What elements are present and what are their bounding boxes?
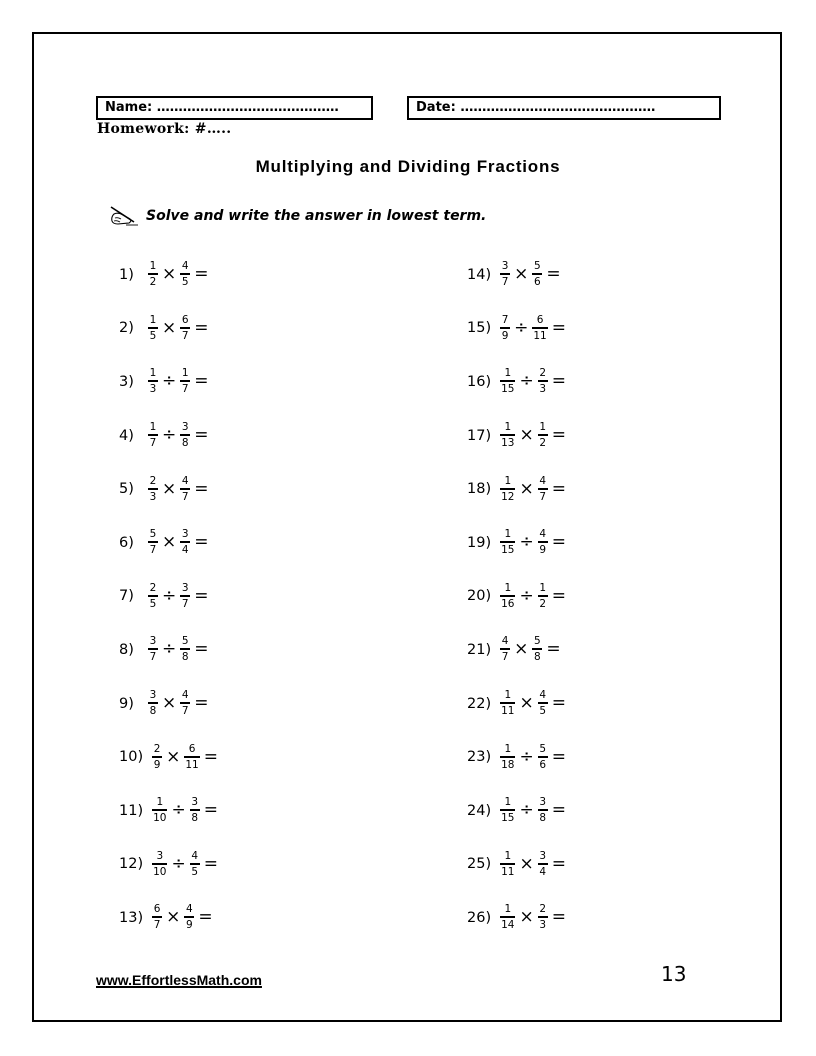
fraction-a <box>500 690 515 717</box>
denominator: 7 <box>180 327 190 342</box>
numerator: 1 <box>504 421 512 434</box>
homework-label: Homework: #….. <box>97 121 232 137</box>
fraction-b <box>532 636 542 663</box>
fraction-b <box>184 904 194 931</box>
numerator: 3 <box>181 421 189 434</box>
problem-number: 11) <box>119 802 144 819</box>
denominator: 5 <box>148 595 158 610</box>
denominator: 12 <box>500 488 515 503</box>
problem-number: 3) <box>119 373 134 390</box>
operator-icon: × <box>519 907 534 928</box>
problem-number: 1) <box>119 266 134 283</box>
equals-sign: = <box>551 746 566 767</box>
equals-sign: = <box>194 693 209 714</box>
operator-icon: ÷ <box>162 425 177 446</box>
fraction-b <box>538 368 548 395</box>
operator-icon: ÷ <box>519 371 534 392</box>
equals-sign: = <box>546 639 561 660</box>
problem-item <box>119 570 218 624</box>
problem-item <box>119 409 218 463</box>
fraction-a <box>500 583 515 610</box>
denominator: 8 <box>532 648 542 663</box>
equals-sign: = <box>194 317 209 338</box>
name-field[interactable] <box>96 96 373 120</box>
equals-sign: = <box>194 585 209 606</box>
fraction-a <box>500 261 510 288</box>
operator-icon: ÷ <box>171 853 186 874</box>
denominator: 8 <box>538 809 548 824</box>
fraction-a <box>500 744 515 771</box>
problem-number: 25) <box>467 856 492 873</box>
website-link[interactable]: www.EffortlessMath.com <box>96 972 262 988</box>
fraction-b <box>538 690 548 717</box>
fraction-b <box>180 368 190 395</box>
numerator: 1 <box>156 796 164 809</box>
operator-icon: × <box>166 746 181 767</box>
numerator: 1 <box>149 260 157 273</box>
numerator: 2 <box>149 474 157 487</box>
problem-number: 6) <box>119 534 134 551</box>
equals-sign: = <box>203 800 218 821</box>
numerator: 5 <box>149 528 157 541</box>
equals-sign: = <box>551 800 566 821</box>
operator-icon: × <box>514 639 529 660</box>
fraction-b <box>538 529 548 556</box>
denominator: 15 <box>500 380 515 395</box>
denominator: 4 <box>538 863 548 878</box>
numerator: 1 <box>504 742 512 755</box>
page-number: 13 <box>661 962 687 986</box>
numerator: 3 <box>501 260 509 273</box>
problem-item <box>119 784 218 838</box>
name-label: Name: …………………………………… <box>105 100 339 115</box>
numerator: 3 <box>191 796 199 809</box>
fraction-a <box>500 636 510 663</box>
numerator: 6 <box>153 903 161 916</box>
problem-item <box>467 462 566 516</box>
problems-left-column <box>119 248 218 945</box>
problem-number: 20) <box>467 588 492 605</box>
operator-icon: ÷ <box>514 317 529 338</box>
problem-number: 22) <box>467 695 492 712</box>
problem-item <box>467 838 566 892</box>
fraction-a <box>148 636 158 663</box>
denominator: 7 <box>538 488 548 503</box>
denominator: 15 <box>500 809 515 824</box>
denominator: 2 <box>148 273 158 288</box>
denominator: 11 <box>184 756 199 771</box>
denominator: 7 <box>148 541 158 556</box>
denominator: 11 <box>500 863 515 878</box>
numerator: 4 <box>501 635 509 648</box>
problem-number: 24) <box>467 802 492 819</box>
denominator: 7 <box>148 434 158 449</box>
problem-item <box>467 248 566 302</box>
equals-sign: = <box>551 317 566 338</box>
problem-item <box>467 677 566 731</box>
numerator: 6 <box>188 742 196 755</box>
problem-number: 26) <box>467 909 492 926</box>
operator-icon: × <box>162 478 177 499</box>
fraction-a <box>500 422 515 449</box>
problem-number: 23) <box>467 749 492 766</box>
numerator: 1 <box>539 421 547 434</box>
numerator: 2 <box>539 903 547 916</box>
fraction-b <box>538 476 548 503</box>
operator-icon: × <box>514 264 529 285</box>
denominator: 11 <box>500 702 515 717</box>
numerator: 3 <box>149 635 157 648</box>
fraction-a <box>500 904 515 931</box>
numerator: 2 <box>149 581 157 594</box>
denominator: 4 <box>180 541 190 556</box>
fraction-b <box>538 797 548 824</box>
denominator: 9 <box>538 541 548 556</box>
equals-sign: = <box>194 425 209 446</box>
numerator: 1 <box>149 367 157 380</box>
fraction-a <box>500 529 515 556</box>
fraction-a <box>148 422 158 449</box>
fraction-b <box>538 904 548 931</box>
denominator: 7 <box>500 273 510 288</box>
fraction-b <box>190 851 200 878</box>
equals-sign: = <box>194 264 209 285</box>
problem-item <box>119 730 218 784</box>
problems-right-column <box>467 248 566 945</box>
problem-number: 7) <box>119 588 134 605</box>
numerator: 6 <box>181 313 189 326</box>
problem-item <box>467 730 566 784</box>
operator-icon: × <box>519 853 534 874</box>
problem-item <box>467 355 566 409</box>
fraction-a <box>500 797 515 824</box>
problem-number: 17) <box>467 427 492 444</box>
fraction-a <box>148 690 158 717</box>
denominator: 7 <box>180 380 190 395</box>
fraction-b <box>180 636 190 663</box>
numerator: 4 <box>539 528 547 541</box>
fraction-a <box>148 476 158 503</box>
instruction-text: Solve and write the answer in lowest term. <box>146 208 487 224</box>
denominator: 8 <box>180 434 190 449</box>
fraction-a <box>152 797 167 824</box>
operator-icon: × <box>519 478 534 499</box>
equals-sign: = <box>551 425 566 446</box>
problem-item <box>467 784 566 838</box>
denominator: 7 <box>180 595 190 610</box>
problem-item <box>119 355 218 409</box>
worksheet-title: Multiplying and Dividing Fractions <box>255 157 561 176</box>
equals-sign: = <box>551 478 566 499</box>
denominator: 8 <box>148 702 158 717</box>
operator-icon: ÷ <box>519 800 534 821</box>
operator-icon: × <box>162 532 177 553</box>
operator-icon: × <box>519 425 534 446</box>
fraction-a <box>500 315 510 342</box>
numerator: 1 <box>504 903 512 916</box>
fraction-a <box>500 476 515 503</box>
problem-item <box>119 248 218 302</box>
problem-item <box>119 623 218 677</box>
denominator: 9 <box>184 916 194 931</box>
denominator: 18 <box>500 756 515 771</box>
numerator: 2 <box>153 742 161 755</box>
numerator: 1 <box>181 367 189 380</box>
problem-number: 9) <box>119 695 134 712</box>
denominator: 9 <box>500 327 510 342</box>
problem-item <box>467 516 566 570</box>
denominator: 7 <box>152 916 162 931</box>
problem-item <box>119 462 218 516</box>
numerator: 3 <box>181 528 189 541</box>
equals-sign: = <box>551 585 566 606</box>
fraction-a <box>148 529 158 556</box>
denominator: 8 <box>180 648 190 663</box>
numerator: 3 <box>149 689 157 702</box>
numerator: 6 <box>536 313 544 326</box>
fraction-a <box>152 851 167 878</box>
problem-number: 18) <box>467 481 492 498</box>
fraction-b <box>538 422 548 449</box>
operator-icon: × <box>162 317 177 338</box>
numerator: 1 <box>539 581 547 594</box>
equals-sign: = <box>203 746 218 767</box>
denominator: 7 <box>180 488 190 503</box>
operator-icon: × <box>519 693 534 714</box>
denominator: 7 <box>180 702 190 717</box>
equals-sign: = <box>194 639 209 660</box>
equals-sign: = <box>551 907 566 928</box>
problem-number: 4) <box>119 427 134 444</box>
numerator: 5 <box>181 635 189 648</box>
equals-sign: = <box>198 907 213 928</box>
problem-number: 5) <box>119 481 134 498</box>
numerator: 3 <box>181 581 189 594</box>
denominator: 2 <box>538 434 548 449</box>
fraction-b <box>184 744 199 771</box>
fraction-a <box>500 368 515 395</box>
problem-number: 10) <box>119 749 144 766</box>
numerator: 1 <box>504 367 512 380</box>
fraction-b <box>180 476 190 503</box>
denominator: 5 <box>190 863 200 878</box>
problem-item <box>119 677 218 731</box>
numerator: 1 <box>504 528 512 541</box>
denominator: 13 <box>500 434 515 449</box>
fraction-b <box>180 315 190 342</box>
instruction <box>108 205 486 227</box>
fraction-a <box>148 368 158 395</box>
numerator: 5 <box>534 635 541 648</box>
problem-item <box>467 891 566 945</box>
fraction-a <box>148 315 158 342</box>
fraction-b <box>190 797 200 824</box>
equals-sign: = <box>551 693 566 714</box>
problem-number: 19) <box>467 534 492 551</box>
denominator: 3 <box>148 380 158 395</box>
numerator: 5 <box>539 742 547 755</box>
fraction-b <box>532 261 542 288</box>
problem-number: 8) <box>119 641 134 658</box>
numerator: 1 <box>504 689 512 702</box>
problem-item <box>119 838 218 892</box>
fraction-a <box>148 261 158 288</box>
denominator: 5 <box>148 327 158 342</box>
denominator: 3 <box>538 380 548 395</box>
problem-number: 12) <box>119 856 144 873</box>
denominator: 3 <box>148 488 158 503</box>
denominator: 5 <box>180 273 190 288</box>
numerator: 4 <box>539 689 547 702</box>
fraction-b <box>180 690 190 717</box>
numerator: 4 <box>539 474 547 487</box>
numerator: 4 <box>191 849 199 862</box>
denominator: 15 <box>500 541 515 556</box>
denominator: 11 <box>532 327 547 342</box>
problem-number: 2) <box>119 320 134 337</box>
writing-hand-icon <box>108 205 140 227</box>
problem-number: 14) <box>467 266 492 283</box>
equals-sign: = <box>551 371 566 392</box>
denominator: 2 <box>538 595 548 610</box>
date-field[interactable] <box>407 96 721 120</box>
equals-sign: = <box>203 853 218 874</box>
problem-number: 15) <box>467 320 492 337</box>
numerator: 1 <box>504 474 512 487</box>
equals-sign: = <box>194 371 209 392</box>
problem-item <box>119 302 218 356</box>
operator-icon: × <box>162 264 177 285</box>
fraction-a <box>152 904 162 931</box>
fraction-b <box>538 583 548 610</box>
fraction-a <box>152 744 162 771</box>
numerator: 3 <box>156 849 164 862</box>
denominator: 5 <box>538 702 548 717</box>
denominator: 6 <box>538 756 548 771</box>
fraction-b <box>180 261 190 288</box>
numerator: 4 <box>186 903 193 916</box>
operator-icon: ÷ <box>519 746 534 767</box>
denominator: 3 <box>538 916 548 931</box>
fraction-a <box>148 583 158 610</box>
denominator: 14 <box>500 916 515 931</box>
denominator: 7 <box>500 648 510 663</box>
fraction-b <box>180 583 190 610</box>
equals-sign: = <box>551 532 566 553</box>
numerator: 4 <box>181 474 189 487</box>
numerator: 1 <box>504 581 512 594</box>
numerator: 1 <box>149 313 157 326</box>
problem-item <box>119 516 218 570</box>
fraction-b <box>180 422 190 449</box>
problem-item <box>467 570 566 624</box>
fraction-b <box>538 744 548 771</box>
numerator: 1 <box>504 796 512 809</box>
equals-sign: = <box>194 478 209 499</box>
problem-item <box>467 409 566 463</box>
numerator: 3 <box>539 849 547 862</box>
numerator: 1 <box>504 849 512 862</box>
denominator: 9 <box>152 756 162 771</box>
numerator: 7 <box>501 313 509 326</box>
operator-icon: ÷ <box>162 585 177 606</box>
fraction-b <box>538 851 548 878</box>
denominator: 8 <box>190 809 200 824</box>
denominator: 16 <box>500 595 515 610</box>
operator-icon: × <box>166 907 181 928</box>
equals-sign: = <box>546 264 561 285</box>
denominator: 6 <box>532 273 542 288</box>
operator-icon: ÷ <box>162 371 177 392</box>
fraction-b <box>180 529 190 556</box>
problem-number: 13) <box>119 909 144 926</box>
denominator: 10 <box>152 863 167 878</box>
problem-item <box>467 623 566 677</box>
fraction-a <box>500 851 515 878</box>
numerator: 3 <box>539 796 547 809</box>
denominator: 7 <box>148 648 158 663</box>
numerator: 2 <box>539 367 547 380</box>
operator-icon: ÷ <box>519 585 534 606</box>
equals-sign: = <box>194 532 209 553</box>
numerator: 4 <box>181 689 189 702</box>
operator-icon: × <box>162 693 177 714</box>
operator-icon: ÷ <box>171 800 186 821</box>
problem-item <box>467 302 566 356</box>
problem-number: 21) <box>467 641 492 658</box>
equals-sign: = <box>551 853 566 874</box>
operator-icon: ÷ <box>162 639 177 660</box>
denominator: 10 <box>152 809 167 824</box>
numerator: 1 <box>149 421 157 434</box>
problem-number: 16) <box>467 373 492 390</box>
problem-item <box>119 891 218 945</box>
date-label: Date: ……………………………………… <box>416 100 656 115</box>
numerator: 4 <box>181 260 189 273</box>
numerator: 5 <box>534 260 541 273</box>
operator-icon: ÷ <box>519 532 534 553</box>
fraction-b <box>532 315 547 342</box>
